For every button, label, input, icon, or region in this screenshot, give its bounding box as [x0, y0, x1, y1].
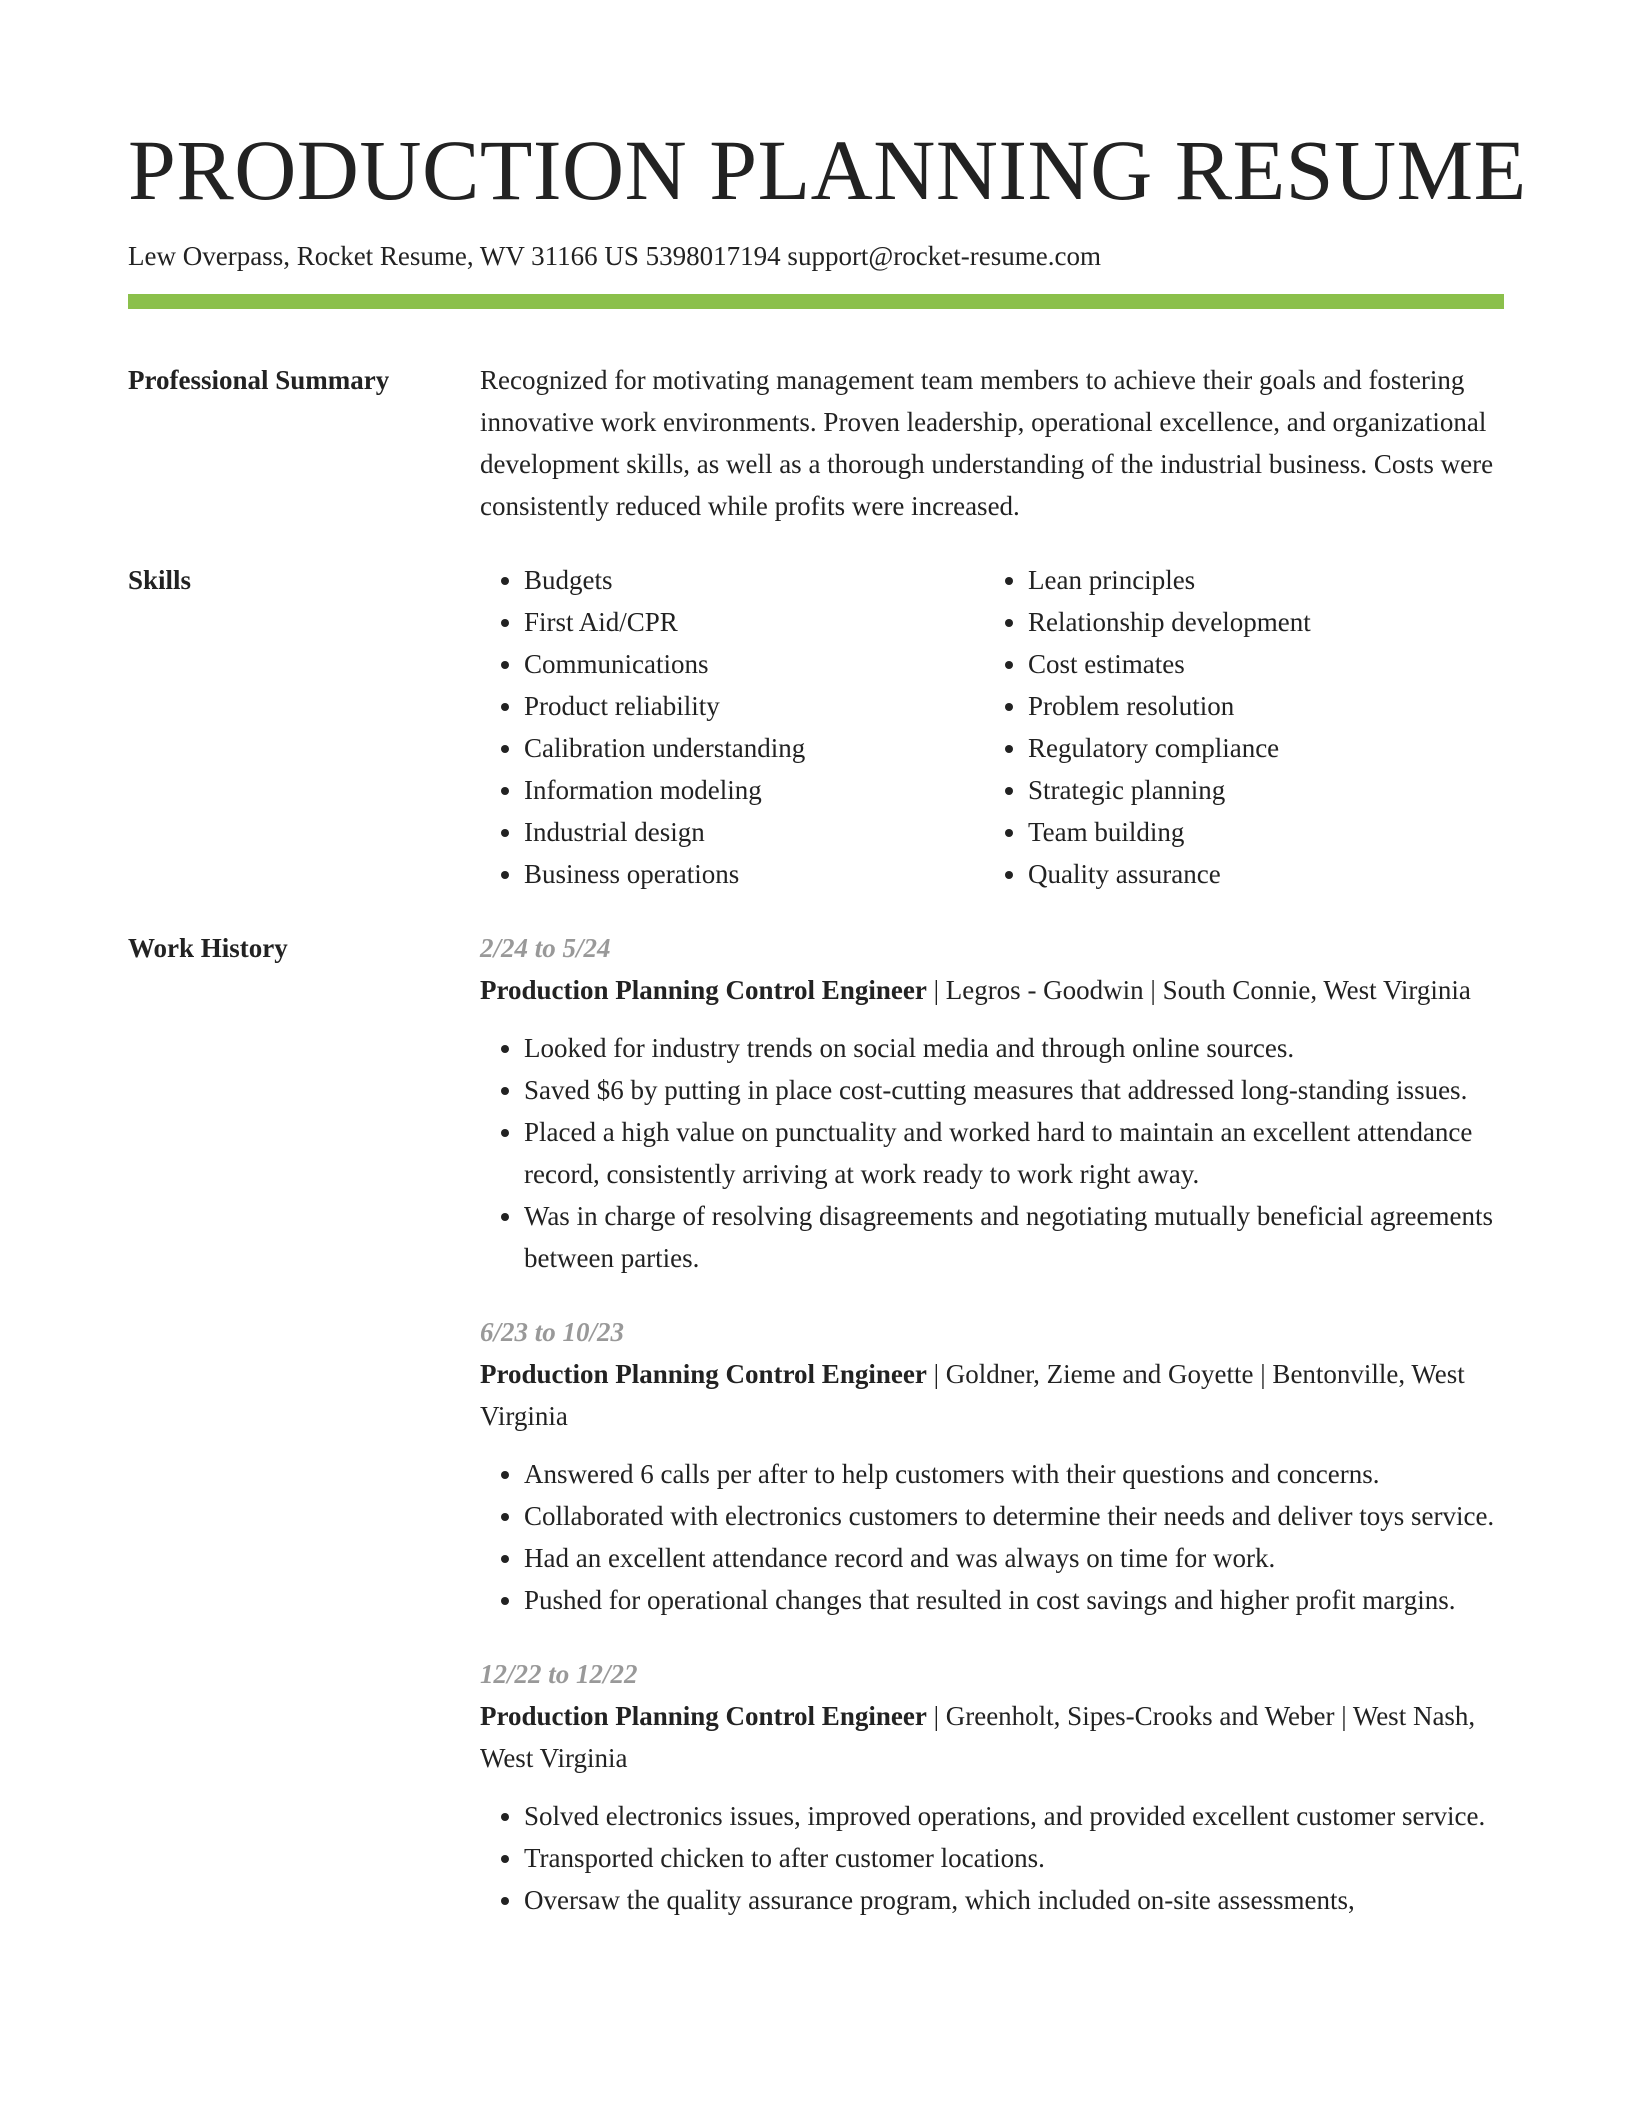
skill-item: • Lean principles	[1028, 559, 1488, 601]
job-bullet: • Collaborated with electronics customers to determine their needs and deliver toys service.	[524, 1495, 1504, 1537]
work-history-section	[128, 927, 1504, 1921]
job-dates: 2/24 to 5/24	[480, 933, 611, 963]
job-bullet: • Saved $6 by putting in place cost-cutting measures that addressed long-standing issues.	[524, 1069, 1504, 1111]
skill-item: • Quality assurance	[1028, 853, 1488, 895]
job-dates: 6/23 to 10/23	[480, 1317, 625, 1347]
skill-item: • Industrial design	[524, 811, 984, 853]
job-header	[480, 1695, 1504, 1779]
header-divider	[128, 294, 1504, 309]
job-bullet: • Answered 6 calls per after to help customers with their questions and concerns.	[524, 1453, 1504, 1495]
job-title: Production Planning Control Engineer	[480, 975, 927, 1005]
skill-item: • First Aid/CPR	[524, 601, 984, 643]
job-entry	[480, 927, 1504, 1279]
job-employer-location: | Legros - Goodwin | South Connie, West Virginia	[926, 975, 1471, 1005]
job-entry	[480, 1311, 1504, 1621]
job-employer-location: | Greenholt, Sipes-Crooks and Weber | West Nash, West Virginia	[480, 1701, 1476, 1773]
work-history-heading: Work History	[128, 933, 288, 963]
job-header	[480, 969, 1504, 1011]
job-bullet: • Was in charge of resolving disagreements and negotiating mutually beneficial agreements between parties.	[524, 1195, 1504, 1279]
job-bullet: • Pushed for operational changes that resulted in cost savings and higher profit margins.	[524, 1579, 1504, 1621]
skills-heading: Skills	[128, 565, 192, 595]
skills-columns	[480, 559, 1504, 895]
job-employer-location: | Goldner, Zieme and Goyette | Bentonville, West Virginia	[480, 1359, 1465, 1431]
job-bullet: • Oversaw the quality assurance program, which included on-site assessments,	[524, 1879, 1504, 1921]
contact-line: Lew Overpass, Rocket Resume, WV 31166 US 5398017194 support@rocket-resume.com	[128, 241, 1101, 271]
job-header	[480, 1353, 1504, 1437]
summary-heading: Professional Summary	[128, 365, 390, 395]
skills-list-right	[984, 559, 1488, 895]
job-bullet: • Had an excellent attendance record and was always on time for work.	[524, 1537, 1504, 1579]
skill-item: • Communications	[524, 643, 984, 685]
job-bullet: • Looked for industry trends on social media and through online sources.	[524, 1027, 1504, 1069]
job-title: Production Planning Control Engineer	[480, 1701, 927, 1731]
job-bullet: • Solved electronics issues, improved operations, and provided excellent customer service.	[524, 1795, 1504, 1837]
skill-item: • Calibration understanding	[524, 727, 984, 769]
summary-text: Recognized for motivating management team members to achieve their goals and fostering innovative work environments. Proven leadership, operational excellence, and organizational development skills, as well as a thorough understanding of the industrial business. Costs were consistently reduced while profits were increased.	[480, 365, 1494, 521]
skill-item: • Information modeling	[524, 769, 984, 811]
job-bullet-list	[480, 1027, 1504, 1279]
job-bullet-list	[480, 1795, 1504, 1921]
job-title: Production Planning Control Engineer	[480, 1359, 927, 1389]
job-bullet-list	[480, 1453, 1504, 1621]
resume-page	[128, 0, 1527, 1921]
work-history-entries	[480, 927, 1504, 1921]
skills-list-left	[480, 559, 984, 895]
skill-item: • Regulatory compliance	[1028, 727, 1488, 769]
job-bullet: • Placed a high value on punctuality and worked hard to maintain an excellent attendance record, consistently arriving at work ready to work right away.	[524, 1111, 1504, 1195]
resume-title: PRODUCTION PLANNING RESUME	[128, 122, 1527, 218]
skill-item: • Product reliability	[524, 685, 984, 727]
skill-item: • Strategic planning	[1028, 769, 1488, 811]
skill-item: • Relationship development	[1028, 601, 1488, 643]
job-dates: 12/22 to 12/22	[480, 1659, 638, 1689]
skill-item: • Team building	[1028, 811, 1488, 853]
summary-section	[128, 359, 1504, 527]
skill-item: • Business operations	[524, 853, 984, 895]
skill-item: • Problem resolution	[1028, 685, 1488, 727]
job-entry	[480, 1653, 1504, 1921]
skill-item: • Cost estimates	[1028, 643, 1488, 685]
skills-section	[128, 559, 1504, 895]
skill-item: • Budgets	[524, 559, 984, 601]
job-bullet: • Transported chicken to after customer locations.	[524, 1837, 1504, 1879]
